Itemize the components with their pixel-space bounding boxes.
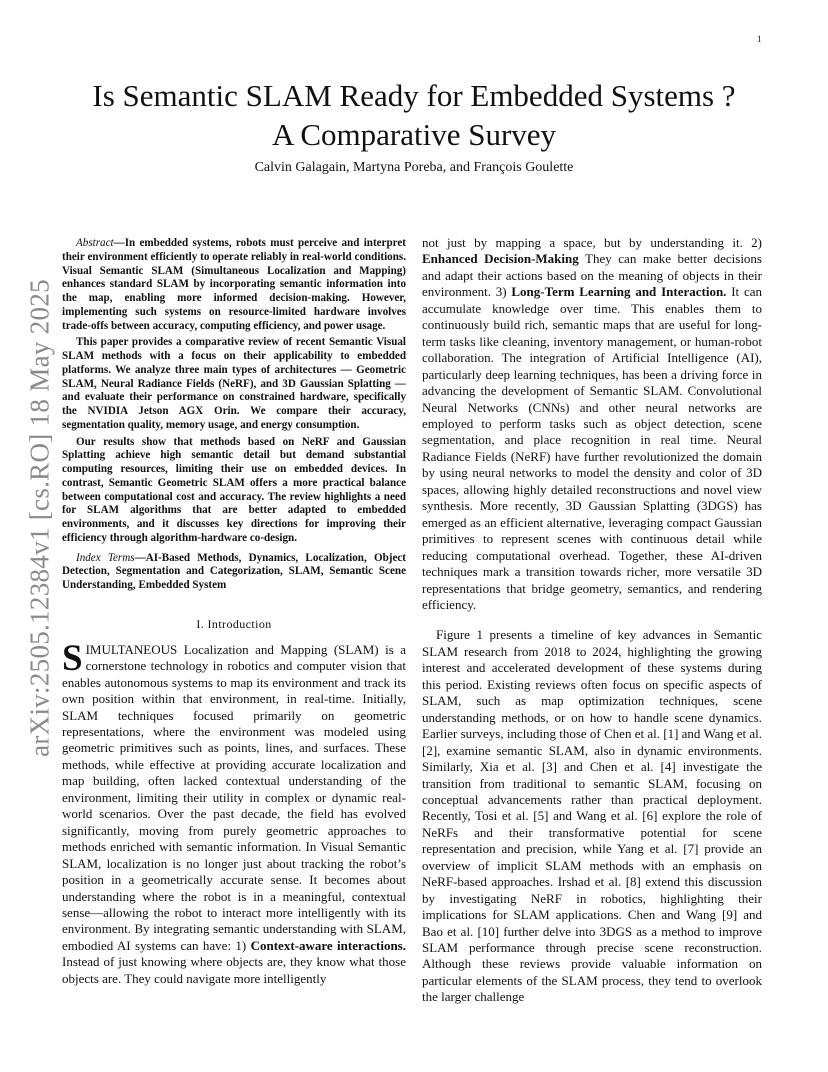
bold-context-aware: Context-aware interactions.: [250, 937, 406, 953]
authors: Calvin Galagain, Martyna Poreba, and François Goulette: [254, 160, 574, 175]
index-terms-lead: Index Terms: [76, 551, 135, 564]
abstract-lead: Abstract: [76, 237, 114, 249]
intro-paragraph-2: Figure 1 presents a timeline of key advances in Semantic SLAM research from 2018 to 2024, highlighting the growing interest and accelerated development of these systems during this period. Existing reviews often focus on specific aspects of SLAM, such as map optimization techniques, scene understanding methods, or on how to handle scene dynamics. Earlier surveys, including those of Chen et al. [1] and Wang et al. [2], examine semantic SLAM, also in dynamic environments. Similarly, Xia et al. [3] and Chen et al. [4] investigate the transition from traditional to semantic SLAM, focusing on conceptual advancements rather than practical deployment. Recently, Tosi et al. [5] and Wang et al. [6] explore the role of NeRFs and their transformative potential for scene representation and precision, while Yang et al. [7] provide an overview of implicit SLAM methods with an emphasis on NeRF-based approaches. Irshad et al. [8] extend this discussion by investigating NeRF in robotics, highlighting their implications for SLAM applications. Chen and Wang [9] and Bao et al. [10] further delve into 3DGS as a method to improve SLAM performance through precise scene reconstruction. Although these reviews provide valuable information on particular elements of the SLAM process, they tend to overlook the larger challenge: [422, 627, 762, 1005]
abstract-paragraph-1: [62, 237, 406, 333]
title-line-2: A Comparative Survey: [271, 117, 557, 152]
left-column: [62, 237, 406, 1030]
section-heading-introduction: I. Introduction: [196, 616, 272, 631]
bold-enhanced-decision: Enhanced Decision-Making: [422, 251, 579, 267]
bold-long-term: Long-Term Learning and Interaction.: [511, 284, 727, 300]
intro-left-flow: [62, 642, 406, 1030]
dropcap: S: [62, 641, 83, 679]
intro-text-1: IMULTANEOUS Localization and Mapping (SLAM) is a cornerstone technology in robotics and computer vision that enables autonomous systems to map its environment and track its own position within that environment, in real-time. Initially, SLAM techniques focused primarily on geometric representations, where the environment was modeled using geometric primitives such as points, lines, and surfaces. These methods, while effective at providing accurate localization and map building, often lacked contextual understanding of the environment, limiting their utility in complex or dynamic real-world scenarios. Over the past decade, the field has evolved significantly, moving from purely geometric approaches to methods enriched with semantic information. In Visual Semantic SLAM, localization is no longer just about tracking the robot’s position in a geometrically accurate sense. It becomes about understanding where the robot is in a meaningful, contextual sense—allowing the robot to interact more intelligently with its environment. By integrating semantic understanding with SLAM, embodied AI systems can have: 1): [62, 641, 406, 953]
page-number: 1: [757, 34, 762, 44]
intro-continuation-lead: not just by mapping a space, but by understanding it. 2): [422, 235, 762, 250]
title-line-1: Is Semantic SLAM Ready for Embedded Systems ?: [92, 78, 736, 113]
paper-title: [60, 76, 768, 154]
abstract-paragraph-3: Our results show that methods based on NeRF and Gaussian Splatting achieve high semantic detail but demand substantial computing resources, limiting their use on embedded devices. In contrast, Semantic Geometric SLAM offers a more practical balance between computational cost and accuracy. The review highlights a need for SLAM algorithms that are better adapted to embedded environments, and it discusses key directions for improving their efficiency through algorithm-hardware co-design.: [62, 435, 406, 544]
abstract-paragraph-2: This paper provides a comparative review of recent Semantic Visual SLAM methods with a focus on their applicability to embedded platforms. We analyze three main types of architectures — Geometric SLAM, Neural Radiance Fields (NeRF), and 3D Gaussian Splatting — and evaluate their performance on constrained hardware, specifically the NVIDIA Jetson AGX Orin. We compare their accuracy, segmentation quality, memory usage, and energy consumption.: [62, 336, 406, 431]
intro-text-2: Instead of just knowing where objects are, they know what those objects are. They could navigate more intelligently: [62, 954, 406, 986]
intro-right-continuation: [422, 235, 762, 613]
abstract-text-1: —In embedded systems, robots must perceive and interpret their environment efficiently to operate reliably in real-world conditions. Visual Semantic SLAM (Simultaneous Localization and Mapping) enhances standard SLAM by incorporating semantic information into the map, enabling more informed decision-making. However, implementing such systems on resource-limited hardware involves trade-offs between accuracy, computing efficiency, and power usage.: [62, 237, 406, 332]
intro-text-4: It can accumulate knowledge over time. This enables them to continuously build rich, semantic maps that are useful for long-term tasks like cleaning, inventory management, or human-robot collaboration. The integration of Artificial Intelligence (AI), particularly deep learning techniques, has been a driving force in advancing the development of Semantic SLAM. Convolutional Neural Networks (CNNs) and other neural networks are employed to perform tasks such as object detection, scene segmentation, and place recognition in real time. Neural Radiance Fields (NeRF) have further revolutionized the domain by using neural networks to model the density and color of 3D spaces, allowing highly detailed reconstructions and novel view synthesis. More recently, 3D Gaussian Splatting (3DGS) has emerged as an efficient alternative, leveraging compact Gaussian primitives to represent scenes with continuous detail while reducing computational overhead. Together, these AI-driven techniques mark a transition towards richer, more versatile 3D representations that bridge geometry, semantics, and rendering efficiency.: [422, 284, 762, 612]
index-terms: [62, 552, 406, 593]
arxiv-stamp: arXiv:2505.12384v1 [cs.RO] 18 May 2025: [24, 279, 55, 757]
intro-text-3: They can make better decisions and adapt their actions based on the meaning of objects in their environment. 3): [422, 251, 762, 300]
right-column: [422, 235, 762, 1006]
index-terms-text: —AI-Based Methods, Dynamics, Localization, Object Detection, Segmentation and Categorization, SLAM, Semantic Scene Understanding, Embedded System: [62, 551, 406, 591]
